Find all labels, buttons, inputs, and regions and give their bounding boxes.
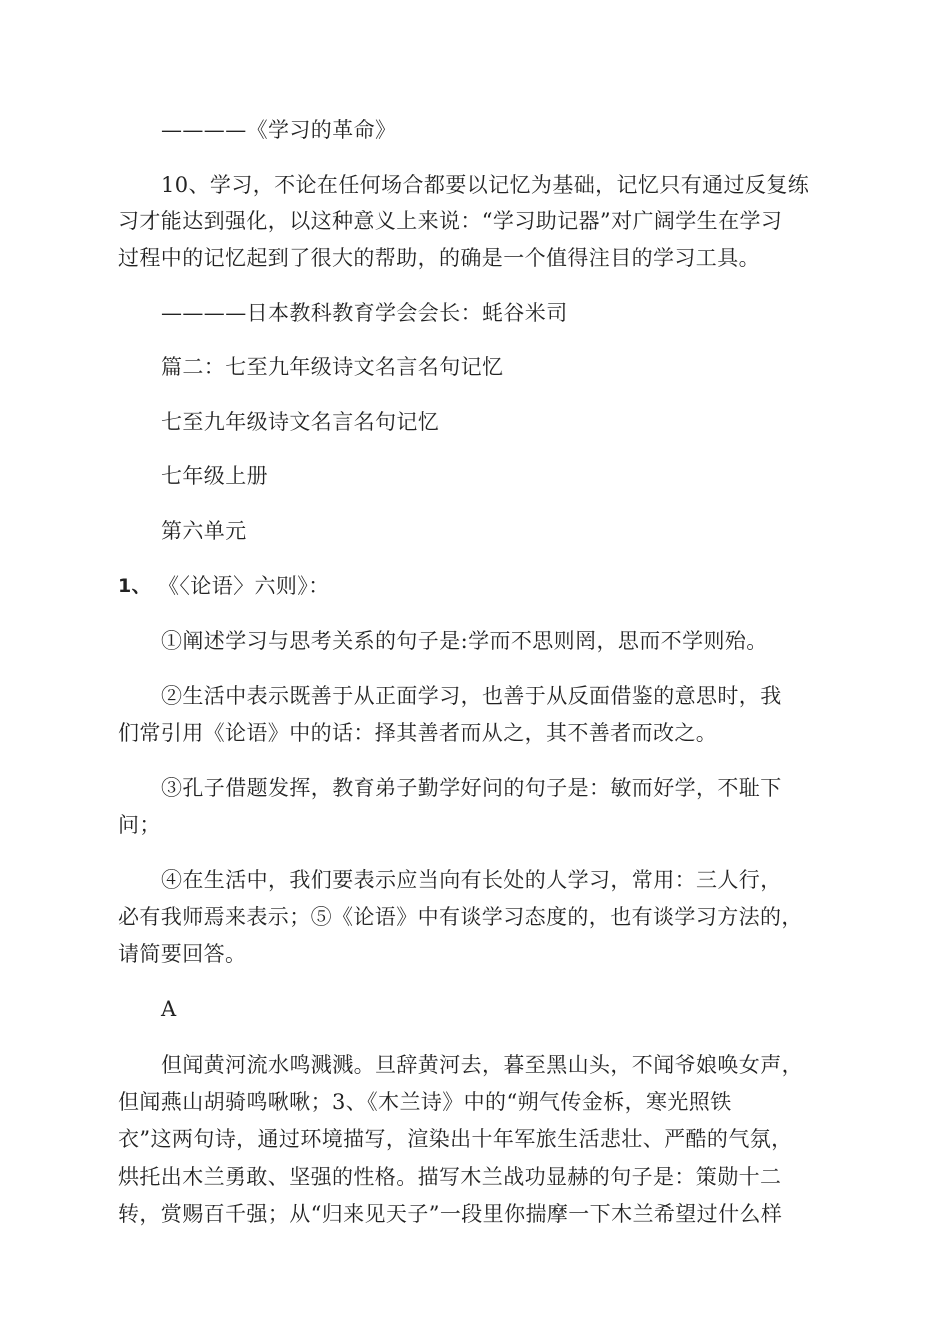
- question-2-line-2: 们常引用《论语》中的话：择其善者而从之，其不善者而改之。: [118, 721, 718, 745]
- question-3-line-1: ③孔子借题发挥，教育弟子勤学好问的句子是：敏而好学，不耻下: [161, 776, 782, 800]
- poem-paragraph-line-5: 转，赏赐百千强；从“归来见天子”一段里你揣摩一下木兰希望过什么样: [118, 1202, 783, 1226]
- question-4-line-1: ④在生活中，我们要表示应当向有长处的人学习，常用：三人行，: [161, 868, 782, 892]
- quote-attribution-2: ————日本教科教育学会会长：蚝谷米司: [161, 301, 568, 325]
- question-1: ①阐述学习与思考关系的句子是:学而不思则罔，思而不学则殆。: [161, 629, 768, 653]
- section-heading: 篇二：七至九年级诗文名言名句记忆: [161, 355, 504, 379]
- question-4-line-2: 必有我师焉来表示；⑤《论语》中有谈学习态度的，也有谈学习方法的，: [118, 905, 803, 929]
- poem-paragraph-line-1: 但闻黄河流水鸣溅溅。旦辞黄河去，暮至黑山头，不闻爷娘唤女声，: [161, 1053, 803, 1077]
- paragraph-10-line-2: 习才能达到强化，以这种意义上来说：“学习助记器”对广阔学生在学习: [118, 209, 783, 233]
- section-title: 七至九年级诗文名言名句记忆: [161, 410, 440, 434]
- paragraph-10-line-3: 过程中的记忆起到了很大的帮助，的确是一个值得注目的学习工具。: [118, 246, 760, 270]
- poem-paragraph-line-4: 烘托出木兰勇敢、坚强的性格。描写木兰战功显赫的句子是：策勋十二: [118, 1165, 782, 1189]
- poem-paragraph-line-3: 衣”这两句诗，通过环境描写，渲染出十年军旅生活悲壮、严酷的气氛，: [118, 1127, 793, 1151]
- grade-heading: 七年级上册: [161, 464, 268, 488]
- quote-attribution-1: ————《学习的革命》: [161, 118, 397, 142]
- unit-heading: 第六单元: [161, 519, 247, 543]
- item-title: 《〈论语〉六则》：: [158, 574, 330, 598]
- question-4-line-3: 请简要回答。: [118, 942, 247, 966]
- question-3-line-2: 问；: [118, 813, 161, 837]
- paragraph-10-line-1: 10、学习，不论在任何场合都要以记忆为基础，记忆只有通过反复练: [161, 173, 810, 197]
- poem-paragraph-line-2: 但闻燕山胡骑鸣啾啾；3、《木兰诗》中的“朔气传金柝，寒光照铁: [118, 1090, 732, 1114]
- item-number: 1、: [118, 575, 152, 597]
- question-2-line-1: ②生活中表示既善于从正面学习，也善于从反面借鉴的意思时，我: [161, 684, 782, 708]
- answer-label: A: [161, 997, 177, 1021]
